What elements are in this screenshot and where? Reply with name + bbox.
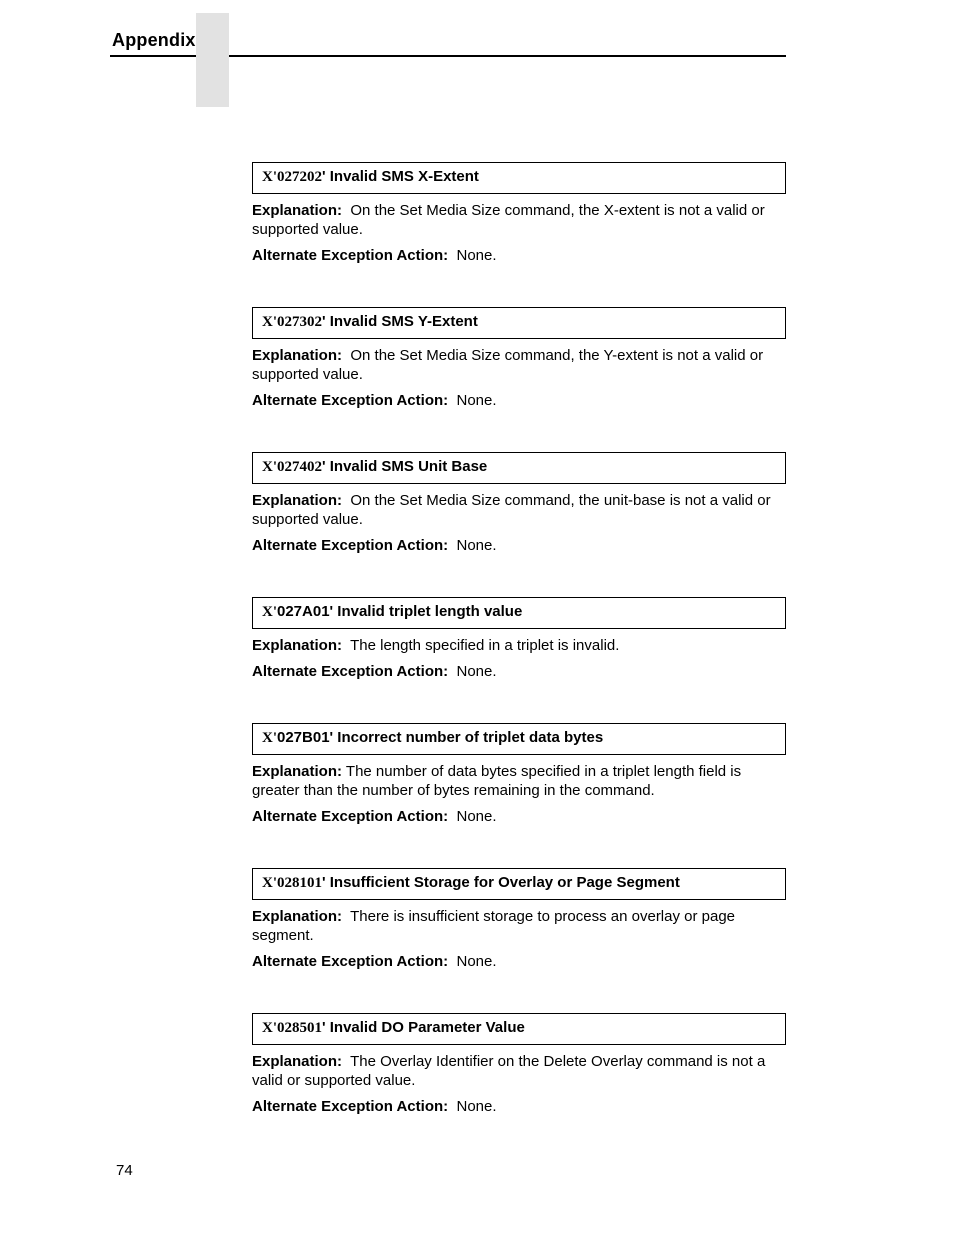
explanation-label: Explanation: xyxy=(252,202,343,219)
explanation-paragraph xyxy=(252,346,786,384)
explanation-label: Explanation: xyxy=(252,763,343,780)
code-value: 027B01 xyxy=(277,729,330,746)
alternate-action-text: None. xyxy=(456,663,497,680)
explanation-label: Explanation: xyxy=(252,492,343,509)
explanation-text: On the Set Media Size command, the X-extent is not a valid or supported value. xyxy=(252,202,765,238)
alternate-action-label: Alternate Exception Action: xyxy=(252,537,449,554)
exception-code-heading xyxy=(252,452,786,484)
code-title: ' Invalid DO Parameter Value xyxy=(322,1019,525,1036)
code-title: ' Insufficient Storage for Overlay or Page Segment xyxy=(322,874,680,891)
alternate-action-text: None. xyxy=(456,537,497,554)
header-rule-left xyxy=(110,55,196,57)
explanation-text: The number of data bytes specified in a triplet length field is greater than the number of bytes remaining in the command. xyxy=(252,763,742,799)
alternate-action-paragraph xyxy=(252,807,786,826)
alternate-action-paragraph xyxy=(252,952,786,971)
header-tab-marker xyxy=(196,13,229,107)
explanation-text: The length specified in a triplet is invalid. xyxy=(350,637,620,654)
explanation-paragraph xyxy=(252,491,786,529)
header-rule-right xyxy=(229,55,786,57)
explanation-label: Explanation: xyxy=(252,347,343,364)
alternate-action-label: Alternate Exception Action: xyxy=(252,663,449,680)
alternate-action-text: None. xyxy=(456,953,497,970)
alternate-action-label: Alternate Exception Action: xyxy=(252,1098,449,1115)
code-prefix: X' xyxy=(262,730,277,746)
alternate-action-paragraph xyxy=(252,246,786,265)
explanation-text: There is insufficient storage to process an overlay or page segment. xyxy=(252,908,736,944)
explanation-text: On the Set Media Size command, the unit-base is not a valid or supported value. xyxy=(252,492,771,528)
alternate-action-text: None. xyxy=(456,247,497,264)
alternate-action-paragraph xyxy=(252,536,786,555)
code-title: ' Invalid SMS Unit Base xyxy=(322,458,488,475)
alternate-action-text: None. xyxy=(456,1098,497,1115)
code-value: 028101 xyxy=(277,875,322,891)
explanation-paragraph xyxy=(252,1052,786,1090)
code-prefix: X' xyxy=(262,1020,277,1036)
exception-code-heading xyxy=(252,162,786,194)
header-appendix-label: Appendix xyxy=(112,30,196,50)
code-prefix: X' xyxy=(262,459,277,475)
explanation-text: On the Set Media Size command, the Y-extent is not a valid or supported value. xyxy=(252,347,764,383)
exception-code-heading xyxy=(252,868,786,900)
code-value: 027A01 xyxy=(277,603,330,620)
alternate-action-paragraph xyxy=(252,1097,786,1116)
exception-entry-027A01 xyxy=(252,597,786,681)
exception-entry-027302 xyxy=(252,307,786,410)
code-title: ' Invalid triplet length value xyxy=(329,603,523,620)
code-prefix: X' xyxy=(262,314,277,330)
exception-entry-028501 xyxy=(252,1013,786,1116)
code-value: 028501 xyxy=(277,1020,322,1036)
exception-entry-028101 xyxy=(252,868,786,971)
page-number: 74 xyxy=(116,1162,133,1179)
alternate-action-label: Alternate Exception Action: xyxy=(252,953,449,970)
alternate-action-paragraph xyxy=(252,391,786,410)
explanation-paragraph xyxy=(252,201,786,239)
explanation-label: Explanation: xyxy=(252,637,343,654)
explanation-paragraph xyxy=(252,762,786,800)
exception-code-heading xyxy=(252,307,786,339)
explanation-text: The Overlay Identifier on the Delete Overlay command is not a valid or supported value. xyxy=(252,1053,766,1089)
code-title: ' Invalid SMS X-Extent xyxy=(322,168,479,185)
exception-entry-027402 xyxy=(252,452,786,555)
alternate-action-label: Alternate Exception Action: xyxy=(252,247,449,264)
exception-code-heading xyxy=(252,597,786,629)
code-prefix: X' xyxy=(262,169,277,185)
code-prefix: X' xyxy=(262,875,277,891)
explanation-paragraph xyxy=(252,636,786,655)
explanation-label: Explanation: xyxy=(252,1053,343,1070)
code-value: 027402 xyxy=(277,459,322,475)
alternate-action-label: Alternate Exception Action: xyxy=(252,392,449,409)
exception-entry-027B01 xyxy=(252,723,786,826)
explanation-label: Explanation: xyxy=(252,908,343,925)
alternate-action-label: Alternate Exception Action: xyxy=(252,808,449,825)
code-prefix: X' xyxy=(262,604,277,620)
exception-entry-027202 xyxy=(252,162,786,265)
alternate-action-text: None. xyxy=(456,392,497,409)
code-value: 027302 xyxy=(277,314,322,330)
code-title: ' Incorrect number of triplet data bytes xyxy=(329,729,604,746)
explanation-paragraph xyxy=(252,907,786,945)
exception-code-heading xyxy=(252,1013,786,1045)
exception-code-heading xyxy=(252,723,786,755)
code-title: ' Invalid SMS Y-Extent xyxy=(322,313,478,330)
alternate-action-paragraph xyxy=(252,662,786,681)
alternate-action-text: None. xyxy=(456,808,497,825)
code-value: 027202 xyxy=(277,169,322,185)
